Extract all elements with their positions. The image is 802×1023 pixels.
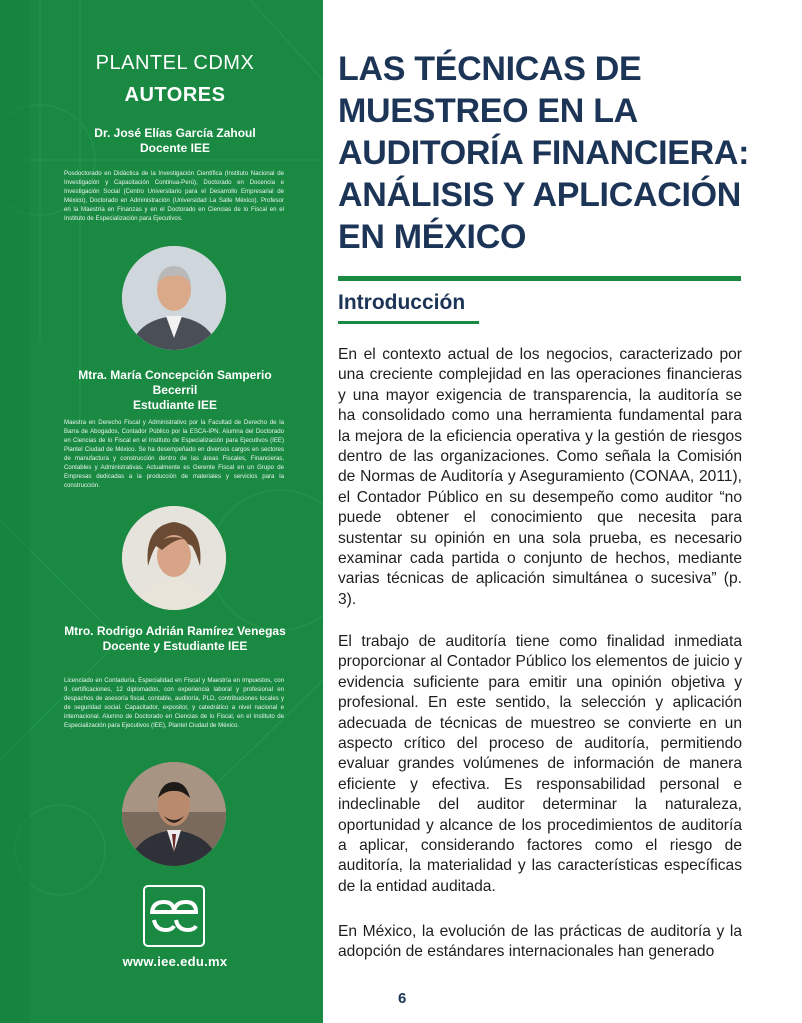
page-number: 6 (398, 990, 407, 1007)
paragraph-1: En el contexto actual de los negocios, caracterizado por una creciente complejidad en las operaciones financieras y una mayor exigencia de transparencia, la auditoría se ha consolidado como una herramienta fundamental para la mejora de la eficiencia operativa y la gestión de riesgos dentro de las organizaciones. Como señala la Comisión de Normas de Auditoría y Aseguramiento (CONAA, 2011), el Contador Público en su desempeño como auditor “no puede obtener el conocimiento que necesita para sustentar su opinión en una sola prueba, es necesario examinar cada partida o conjunto de hechos, mediante varias técnicas de aplicación simultánea o sucesiva” (p. 3). (338, 346, 742, 608)
paragraph-2: El trabajo de auditoría tiene como finalidad inmediata proporcionar al Contador Público los elementos de juicio y evidencia suficiente para emitir una opinión objetiva y profesional. En este sentido, la selección y aplicación adecuada de técnicas de muestreo se convierte en un aspecto crítico del proceso de auditoría, permitiendo evaluar grandes volúmenes de información de manera eficiente y efectiva. Es responsabilidad personal e indeclinable del auditor determinar la naturaleza, oportunidad y alcance de los procedimientos de auditoría a aplicar, considerando factores como el riesgo de auditoría, la materialidad y las características específicas de la entidad auditada. (338, 633, 742, 895)
section-underline (338, 321, 479, 324)
paragraph-3: En México, la evolución de las prácticas de auditoría y la adopción de estándares internacionales han generado (338, 923, 742, 961)
author-1-photo (122, 246, 226, 350)
author-3-name: Mtro. Rodrigo Adrián Ramírez Venegas (64, 624, 286, 638)
author-3-bio: Licenciado en Contaduría, Especialidad en Fiscal y Maestría en Impuestos, con 9 certificaciones, 12 diplomados, con experiencia laboral y profesional en despachos de asesoría fiscal, contable, auditoría, PLD, contribuciones locales y de seguridad social. Capacitador, expositor, y catedrático a nivel nacional e internacional. Alumno de Doctorado en Ciencias de lo Fiscal, en el Instituto de Especialización para Ejecutivos (IEE), Plantel Ciudad de México. (64, 677, 284, 729)
author-2-bio: Maestra en Derecho Fiscal y Administrativo por la Facultad de Derecho de la Barra de Abogados, Contador Público por la ESCA-IPN. Alumna del Doctorado en Ciencias de lo Fiscal en el Instituto de Especialización para Ejecutivos (IEE) Plantel Ciudad de México. Se ha desempeñado en diversos cargos en sectores de manufactura y construcción dentro de las áreas Fiscales, Financieras, Contables y Administrativas. Actualmente es Gerente Fiscal en un Grupo de Empresas dedicadas a la producción de materiales y servicios para la construcción. (64, 419, 284, 489)
sidebar (0, 0, 323, 1023)
title-divider (338, 276, 741, 281)
article-title: LAS TÉCNICAS DE MUESTREO EN LA AUDITORÍA FINANCIERA: ANÁLISIS Y APLICACIÓN EN MÉXICO (338, 50, 750, 256)
author-3-role: Docente y Estudiante IEE (102, 639, 248, 653)
author-2-name: Mtra. María Concepción Samperio Becerril (78, 368, 272, 397)
author-2-role: Estudiante IEE (132, 398, 218, 412)
iee-logo (142, 884, 206, 948)
authors-heading: AUTORES (124, 84, 226, 106)
author-3-photo (122, 762, 226, 866)
author-2-photo (122, 506, 226, 610)
author-1-card (60, 126, 290, 156)
author-1-role: Docente IEE (139, 141, 211, 155)
campus-label: PLANTEL CDMX (95, 52, 255, 74)
website-link[interactable]: www.iee.edu.mx (122, 954, 228, 969)
author-1-name: Dr. José Elías García Zahoul (94, 126, 256, 140)
section-heading: Introducción (338, 291, 466, 314)
author-1-bio: Posdoctorado en Didáctica de la Investigación Científica (Instituto Nacional de Investigación y Capacitación Continua-Perú), Doctorado en Docencia e Investigación Social (Centro Universitario para el Desarrollo Empresarial de México), Doctorado en Administración (Universidad La Salle México). Profesor en la Maestría en Finanzas y en el Doctorado en Ciencias de lo Fiscal en el Instituto de Especialización para Ejecutivos. (64, 170, 284, 222)
author-3-card (60, 624, 290, 654)
author-2-card (60, 368, 290, 413)
